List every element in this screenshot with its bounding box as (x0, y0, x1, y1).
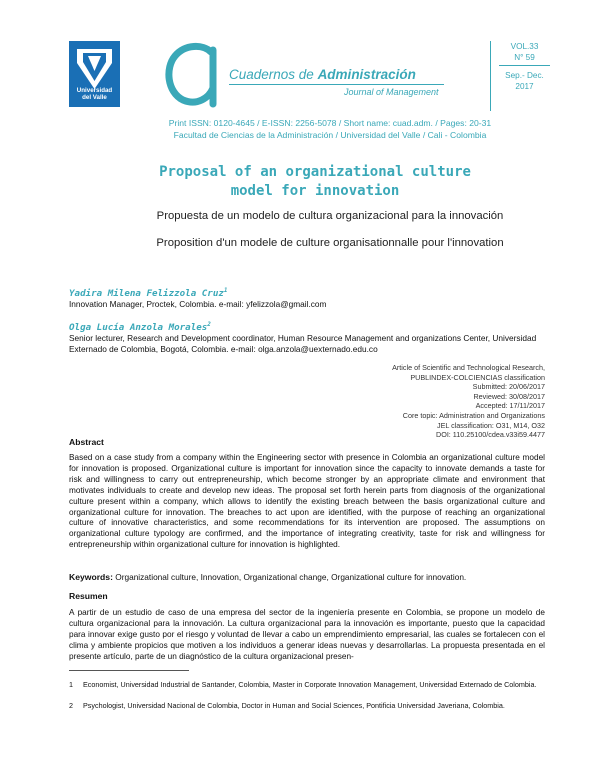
volume-box (490, 41, 550, 111)
article-title-french: Proposition d'un modele de culture organisationnalle pour l'innovation (156, 237, 504, 249)
journal-name: Cuadernos de Administración (229, 67, 416, 82)
resumen-text: A partir de un estudio de caso de una empresa del sector de la ingeniería presente en Colombia, se propone un modelo de cultura organizacional para la innovación. La cultura organizacional para la innovación es importante, puesto que la capacidad para innovar exige gusto por el riesgo y voluntad de llevar a cabo un emprendimiento empresarial, las cuales se fortalecen con el clima y ambiente propicios que motiven a los individuos a generar ideas nuevas y desarrollarlas. La propuesta presentada en el presente artículo, parte de un diagnóstico de la cultura organizacional presen- (69, 608, 545, 661)
journal-title-rule (229, 84, 444, 85)
abstract-text: Based on a case study from a company within the Engineering sector with presence in Colombia an organizational culture model for innovation is proposed. Organizational culture is important for innovation since the capacity to innovate demands a taste for risk and willingness to carry out entrepreneurship, which become stronger by an appropriate climate and environment that motivates individuals to create and develop new ideas. The proposal set forth herein parts from diagnosis of the organizational culture present within a company, which allows to identify the existing breach between the basis organizational culture and organizational culture for innovation. The breaches to act upon are identified, with the purpose of reaching an organizational culture of innovative characteristics, and some recommendations for its intervention are proposed. The assumptions on organizational culture typology are confirmed, and the importance of integrating creativity, taste for risk and willingness for entrepreneurship within organizational culture for innovation is highlighted. (69, 453, 545, 550)
issn-line: Print ISSN: 0120-4645 / E-ISSN: 2256-5078 / Short name: cuad.adm. / Pages: 20-31 (168, 118, 492, 128)
faculty-line: Facultad de Ciencias de la Administración / Universidad del Valle / Cali - Colombia (173, 130, 487, 140)
article-title: Proposal of an organizational culture model for innovation (159, 164, 471, 199)
issn-block (0, 117, 600, 141)
university-name: Universidad del Valle (76, 87, 113, 102)
issue-date: Sep.- Dec. 2017 (505, 71, 544, 91)
issue-number: N° 59 (499, 52, 550, 66)
journal-subtitle: Journal of Management (344, 87, 439, 97)
author-1-affiliation: Innovation Manager, Proctek, Colombia. e-mail: yfelizzola@gmail.com (69, 299, 327, 309)
author-2-affiliation: Senior lecturer, Research and Development coordinator, Human Resource Management and organizations Center, Universidad Externado de Colombia, Bogotá, Colombia. e-mail: olga.anzola@uexternado.edu.co (69, 333, 537, 354)
resumen-heading: Resumen (69, 591, 108, 601)
footnote-rule (69, 670, 189, 671)
footnote-1: 1 Economist, Universidad Industrial de Santander, Colombia, Master in Corporate Innovation Management, Universidad Externado de Colombia. (69, 680, 537, 689)
keywords: Keywords: Organizational culture, Innovation, Organizational change, Organizational culture for innovation. (69, 572, 467, 582)
article-metadata: Article of Scientific and Technological Research, PUBLINDEX-COLCIENCIAS classification Submitted: 20/06/2017 Reviewed: 30/08/2017 Accepted: 17/11/2017 Core topic: Administration and Organizations JEL classification: O31, M14, O32 DOI: 110.25100/cdea.v33i59.4477 (392, 363, 545, 440)
author-2-name: Olga Lucía Anzola Morales$^2$ (69, 321, 211, 334)
volume: VOL.33 (510, 42, 539, 51)
journal-a-logo-icon (163, 42, 225, 108)
author-1-name: Yadira Milena Felizzola Cruz$^1$ (69, 287, 228, 300)
abstract-heading: Abstract (69, 437, 104, 447)
article-title-spanish: Propuesta de un modelo de cultura organizacional para la innovación (156, 210, 504, 222)
footnote-2: 2 Psychologist, Universidad Nacional de Colombia, Doctor in Human and Social Sciences, Pontificia Universidad Javeriana, Colombia. (69, 701, 505, 710)
